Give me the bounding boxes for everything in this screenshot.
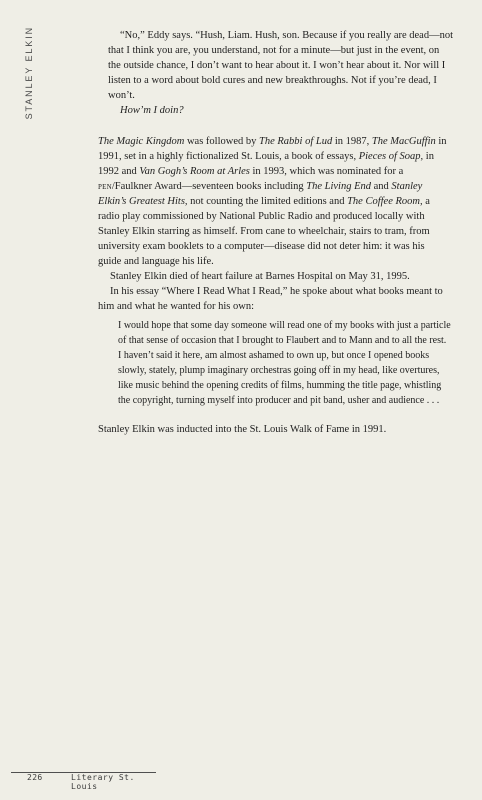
page-number: 226 <box>27 773 43 782</box>
book-title-van-goghs-room: Van Gogh’s Room at Arles <box>139 166 250 177</box>
body-paragraph-3: In his essay “Where I Read What I Read,” he spoke about what books meant to him and what he wanted for his own: <box>98 286 443 312</box>
closing-text: Stanley Elkin was inducted into the St. Louis Walk of Fame in 1991. <box>98 424 387 435</box>
essay-excerpt <box>118 318 452 408</box>
running-head-text: STANLEY ELKIN <box>24 26 34 120</box>
book-title-footer: Literary St. Louis <box>71 773 135 791</box>
body-paragraph-1-fragment-6: in 1991, set in a highly fictionalized St. Louis, a book of essays, <box>98 136 447 162</box>
book-title-living-end: The Living End <box>306 181 371 192</box>
body-paragraph-1-fragment-12: /Faulkner Award—seventeen books including <box>111 181 307 192</box>
body-paragraph-1-fragment-8: in 1992 and <box>98 151 434 177</box>
book-title-magic-kingdom: The Magic Kingdom <box>98 136 185 147</box>
body-paragraph-1 <box>98 134 450 269</box>
book-title-coffee-room: The Coffee Room, <box>347 196 423 207</box>
book-title-macguffin: The MacGuffin <box>371 136 436 147</box>
book-title-rabbi-of-lud: The Rabbi of Lud <box>258 136 333 147</box>
running-head <box>22 26 36 136</box>
body-paragraph-1-fragment-4: in 1987, <box>332 136 372 147</box>
body-paragraph-1-fragment-16: not counting the limited editions and <box>187 196 348 207</box>
book-title-pieces-of-soap: Pieces of Soap, <box>358 151 424 162</box>
quote-paragraph: “No,” Eddy says. “Hush, Liam. Hush, son. Because if you really are dead—not that I think you are, you understand, not for a minute—but just in the event, on the outside chance, I don’t want to hear about it. I won’t hear about it. Nor will I listen to a word about bold cures and new breakthroughs. Not if you’re dead, I won’t. <box>108 30 453 101</box>
award-name-pen: pen <box>98 181 112 192</box>
page-content <box>98 28 453 437</box>
quote-question: How’m I doin? <box>120 105 184 116</box>
closing-paragraph <box>98 422 450 437</box>
book-title-greatest-hits: Stanley Elkin’s Greatest Hits, <box>98 181 423 207</box>
essay-excerpt-text: I would hope that some day someone will read one of my books with just a particle of that sense of occasion that I brought to Flaubert and to Mann and to all the rest. I haven’t said it here, am almost ashamed to own up, but once I opened books slowly, stately, plump imaginary orchestras going off in my head, like overtures, like music behind the opening credits of films, humming the title page, whistling the copyright, turning myself into producer and pit band, usher and audience . . . <box>118 320 451 406</box>
body-paragraph-1-fragment-10: in 1993, which was nominated for a <box>249 166 404 177</box>
novel-quote-block <box>108 28 454 118</box>
body-paragraph-2: Stanley Elkin died of heart failure at Barnes Hospital on May 31, 1995. <box>110 271 410 282</box>
body-paragraph-1-fragment-2: was followed by <box>184 136 259 147</box>
page-footer <box>11 772 161 790</box>
body-text <box>98 134 450 314</box>
body-paragraph-1-fragment-18: a radio play commissioned by National Public Radio and produced locally with Stanley Elkin starring as himself. From cane to wheelchair, stairs to tram, from university exam booklets to a computer—disease did not deter him: it was his guide and language his life. <box>98 196 430 267</box>
body-paragraph-1-fragment-14: and <box>371 181 392 192</box>
